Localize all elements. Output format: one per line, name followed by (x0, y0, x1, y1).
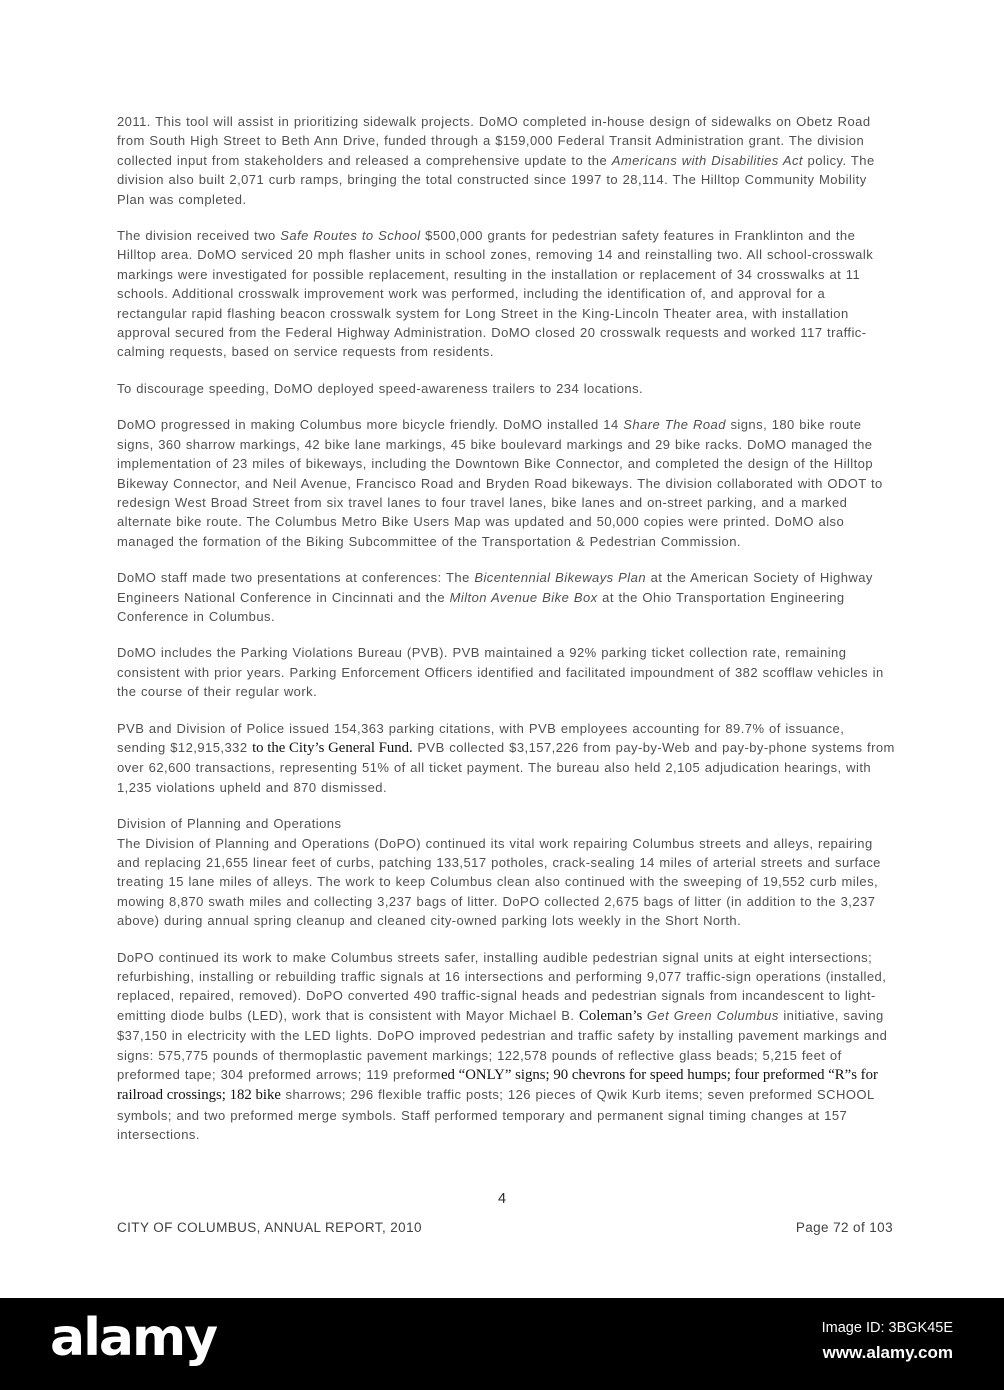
text-run: 2011. This tool will assist in prioritizing sidewalk projects. DoMO completed in-house design of sidewalks on Obetz Road from South High Street to Beth Ann Drive, funded through a $159,000 Federal Transit Administration grant. The division collected input from stakeholders and released a comprehensive update to the (117, 114, 871, 168)
paragraph (117, 112, 895, 209)
text-run: To discourage speeding, DoMO deployed speed-awareness trailers to 234 locations. (117, 380, 644, 396)
section-heading (117, 814, 895, 833)
italic-text-run: Milton Avenue Bike Box (449, 589, 598, 605)
serif-text-run: to the City’s General Fund. (252, 739, 413, 756)
paragraph (117, 226, 895, 362)
watermark-image-id: Image ID: 3BGK45E (821, 1320, 953, 1336)
alamy-logo: alamy (50, 1308, 217, 1368)
text-run: DoMO includes the Parking Violations Bureau (PVB). PVB maintained a 92% parking ticket collection rate, remaining consistent with prior years. Parking Enforcement Officers identified and facilitated impoundment of 382 scofflaw vehicles in the course of their regular work. (117, 645, 884, 700)
text-run: DoPO continued its work to make Columbus streets safer, installing audible pedestrian signal units at eight intersections; refurbishing, installing or rebuilding traffic signals at 16 intersections and performing 9,077 traffic-sign operations (installed, replaced, repaired, removed). DoPO converted 490 traffic-signal heads and pedestrian signals from incandescent to light-emitting diode bulbs (LED), work that is consistent with Mayor Michael B. (117, 949, 887, 1023)
watermark-info (822, 1320, 953, 1363)
paragraph (117, 415, 895, 551)
document-body (117, 112, 895, 1162)
text-run: policy. The division also built 2,071 curb ramps, bringing the total constructed since 1997 to 28,114. The Hilltop Community Mobility Plan was completed. (117, 152, 875, 207)
italic-text-run: Americans with Disabilities Act (611, 152, 803, 168)
paragraph (117, 719, 895, 798)
alamy-watermark-bar (0, 1298, 1004, 1390)
italic-text-run: Share The Road (623, 417, 726, 433)
text-run: at the Ohio Transportation Engineering Conference in Columbus. (117, 589, 845, 624)
paragraph (117, 379, 895, 398)
text-run: initiative, saving $37,150 in electricity with the LED lights. DoPO improved pedestrian and traffic safety by installing pavement markings and signs: 575,775 pounds of thermoplastic pavement markings; 122,578 pounds of reflective glass beads; 5,215 feet of preformed tape; 304 preformed arrows; 119 preform (117, 1007, 888, 1083)
paragraph (117, 948, 895, 1145)
footer-page-indicator: Page 72 of 103 (795, 1220, 893, 1235)
text-run: DoMO staff made two presentations at conferences: The (117, 570, 475, 586)
text-run: DoMO progressed in making Columbus more bicycle friendly. DoMO installed 14 (117, 417, 624, 433)
text-run: PVB collected $3,157,226 from pay-by-Web and pay-by-phone systems from over 62,600 transactions, representing 51% of all ticket payment. The bureau also held 2,105 adjudication hearings, with 1,235 violations upheld and 870 dismissed. (117, 739, 895, 795)
italic-text-run: Safe Routes to School (280, 228, 421, 244)
paragraph (117, 643, 895, 701)
watermark-url: www.alamy.com (822, 1343, 953, 1362)
page-number: 4 (497, 1191, 507, 1207)
serif-text-run: Coleman’s (578, 1007, 643, 1024)
text-run: Division of Planning and Operations (117, 816, 342, 832)
text-run: $500,000 grants for pedestrian safety features in Franklinton and the Hilltop area. DoMO serviced 20 mph flasher units in school zones, removing 14 and reinstalling two. All school-crosswalk markings were investigated for possible replacement, resulting in the installation or replacement of 34 crosswalks at 11 schools. Additional crosswalk improvement work was performed, including the identification of, and approval for a rectangular rapid flashing beacon crosswalk system for Long Street in the King-Lincoln Theater area, with installation approval secured from the Federal Highway Administration. DoMO closed 20 crosswalk requests and worked 117 traffic-calming requests, based on service requests from residents. (117, 228, 874, 360)
italic-text-run: Get Green Columbus (646, 1007, 779, 1023)
text-run: signs, 180 bike route signs, 360 sharrow markings, 42 bike lane markings, 45 bike boulevard markings and 29 bike racks. DoMO managed the implementation of 23 miles of bikeways, including the Downtown Bike Connector, and completed the design of the Hilltop Bikeway Connector, and Neil Avenue, Francisco Road and Bryden Road bikeways. The division collaborated with ODOT to redesign West Broad Street from six travel lanes to four travel lanes, bike lanes and on-street parking, and a marked alternate bike route. The Columbus Metro Bike Users Map was updated and 50,000 copies were printed. DoMO also managed the formation of the Biking Subcommittee of the Transportation & Pedestrian Commission. (117, 417, 883, 549)
text-run: PVB and Division of Police issued 154,363 parking citations, with PVB employees accounting for 89.7% of issuance, sending $12,915,332 (117, 720, 845, 755)
text-run: The division received two (117, 228, 281, 244)
text-run: at the American Society of Highway Engineers National Conference in Cincinnati and the (117, 570, 873, 605)
italic-text-run: Bicentennial Bikeways Plan (474, 570, 647, 586)
text-run: The Division of Planning and Operations (DoPO) continued its vital work repairing Columbus streets and alleys, repairing and replacing 21,655 linear feet of curbs, patching 133,517 potholes, crack-sealing 14 miles of arterial streets and surface treating 15 lane miles of alleys. The work to keep Columbus clean also continued with the sweeping of 19,552 curb miles, mowing 8,870 swath miles and collecting 3,237 bags of litter. DoPO collected 2,675 bags of litter (in addition to the 3,237 above) during annual spring cleanup and cleaned city-owned parking lots weekly in the Short North. (117, 835, 881, 929)
serif-text-run: ed “ONLY” signs; 90 chevrons for speed humps; four preformed “R”s for railroad crossings; 182 bike (117, 1067, 878, 1104)
paragraph (117, 568, 895, 626)
page-footer (117, 1220, 893, 1235)
footer-report-title: CITY OF COLUMBUS, ANNUAL REPORT, 2010 (117, 1220, 422, 1235)
text-run: sharrows; 296 flexible traffic posts; 126 pieces of Qwik Kurb items; seven preformed SCHOOL symbols; and two preformed merge symbols. Staff performed temporary and permanent signal timing changes at 157 intersections. (117, 1087, 875, 1143)
paragraph (117, 834, 895, 931)
